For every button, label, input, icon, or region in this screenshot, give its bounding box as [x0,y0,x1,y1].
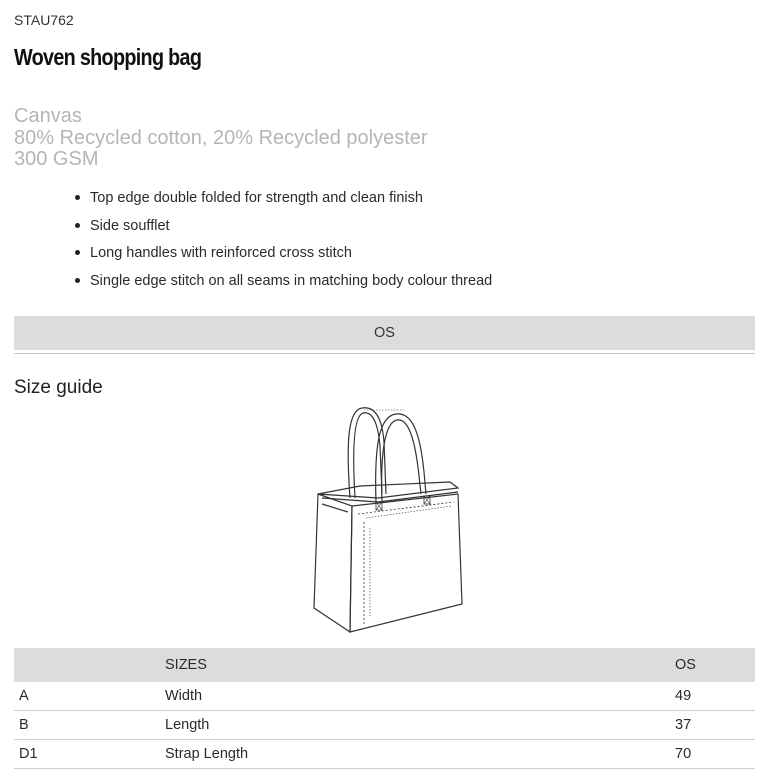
row-label: Strap Length [165,746,249,762]
size-table-header [14,648,755,682]
row-code: D1 [19,746,38,762]
header-sizes: SIZES [165,657,207,673]
table-row [14,740,755,769]
fabric-details [14,106,428,171]
row-value: 49 [675,688,692,704]
row-label: Length [165,717,210,733]
row-value: 70 [675,746,692,762]
header-os: OS [675,657,696,673]
feature-item: Top edge double folded for strength and clean finish [74,188,492,216]
row-code: B [19,717,29,733]
feature-item: Side soufflet [74,216,492,244]
fabric-weight: 300 GSM [14,148,99,170]
table-row [14,711,755,740]
product-title: Woven shopping bag [14,44,202,70]
feature-item: Single edge stitch on all seams in matching body colour thread [74,271,492,299]
row-code: A [19,688,29,704]
product-code: STAU762 [14,12,74,28]
feature-item: Long handles with reinforced cross stitch [74,243,492,271]
table-row [14,682,755,711]
size-table [14,648,755,769]
tote-bag-illustration [300,402,470,638]
size-guide-heading: Size guide [14,377,103,398]
row-label: Width [165,688,203,704]
feature-list [74,188,492,298]
divider [14,353,755,354]
row-value: 37 [675,717,692,733]
available-sizes-band: OS [14,316,755,350]
fabric-type: Canvas [14,105,82,127]
fabric-composition: 80% Recycled cotton, 20% Recycled polyester [14,126,428,149]
